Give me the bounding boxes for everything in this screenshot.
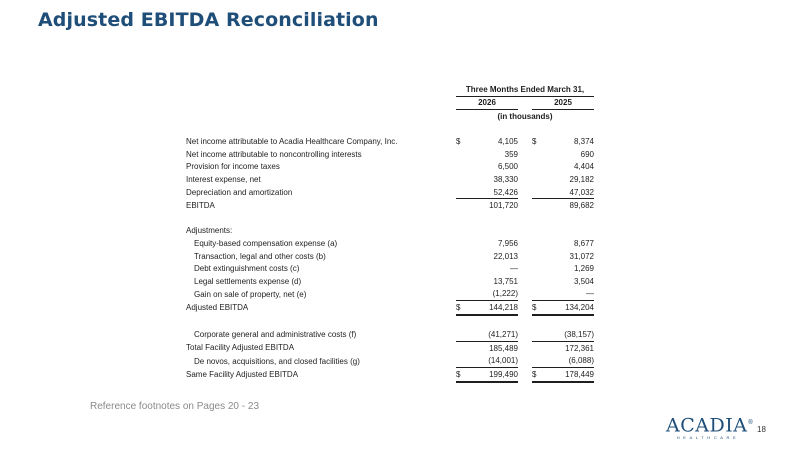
value-2025: 31,072 [569,251,594,261]
row-label: Provision for income taxes [186,162,280,172]
table-row [186,225,594,238]
period-header-row [186,83,594,96]
value-2026: 185,489 [489,343,518,353]
row-label: Same Facility Adjusted EBITDA [186,370,299,380]
value-2026: (41,271) [470,328,518,341]
table-row [186,341,594,354]
table-row [186,148,594,161]
row-label: Transaction, legal and other costs (b) [194,251,326,261]
value-2026: (1,222) [470,288,518,301]
table-row [186,301,594,315]
value-2026: 199,490 [470,368,518,382]
currency-symbol: $ [456,301,470,315]
row-label: De novos, acquisitions, and closed facilities (g) [194,356,360,366]
row-label: EBITDA [186,200,215,210]
value-2026: 22,013 [493,251,518,261]
currency-symbol: $ [532,137,537,147]
row-label: Depreciation and amortization [186,187,293,197]
currency-symbol: $ [456,137,461,147]
value-2025: 29,182 [569,174,594,184]
value-2026: 52,426 [470,186,518,199]
table-row [186,354,594,367]
value-2025: 8,677 [573,238,594,248]
footnote-reference: Reference footnotes on Pages 20 - 23 [90,401,260,412]
value-2026: 13,751 [493,276,518,286]
page-number: 18 [757,425,766,434]
value-2025: 172,361 [565,343,594,353]
value-2025: 89,682 [569,201,594,211]
value-2025: 47,032 [546,186,594,199]
logo-subtitle: HEALTHCARE [676,435,740,441]
table-row [186,161,594,174]
value-2025: 8,374 [573,137,594,147]
row-label: Equity-based compensation expense (a) [194,238,338,248]
table-row [186,328,594,341]
row-label: Net income attributable to noncontrolling interests [186,149,362,159]
currency-symbol: $ [456,368,470,382]
table-row [186,135,594,148]
currency-symbol: $ [532,368,546,382]
registered-mark: ® [747,419,754,426]
row-label: Adjusted EBITDA [186,303,249,313]
value-2026: 144,218 [470,301,518,315]
value-2026: 359 [504,149,518,159]
value-2026: — [510,264,518,274]
page-title: Adjusted EBITDA Reconciliation [38,9,379,31]
value-2025: (6,088) [546,354,594,367]
table-row [186,199,594,212]
table-row [186,368,594,382]
row-label: Interest expense, net [186,174,261,184]
row-label: Corporate general and administrative costs (f) [194,330,357,340]
value-2026: 6,500 [497,162,518,172]
table-row [186,173,594,186]
value-2025: 690 [580,149,594,159]
row-label: Debt extinguishment costs (c) [194,264,300,274]
value-2025: 134,204 [546,301,594,315]
row-label: Adjustments: [186,226,233,236]
table-row [186,186,594,199]
value-2026: 4,105 [497,137,518,147]
col-header-2025: 2025 [532,96,594,110]
value-2026: 101,720 [489,201,518,211]
value-2025: — [546,288,594,301]
period-header: Three Months Ended March 31, [456,83,594,96]
table-row [186,250,594,263]
row-label: Net income attributable to Acadia Healthcare Company, Inc. [186,137,398,147]
table-row [186,275,594,288]
value-2025: 1,269 [573,264,594,274]
table-row [186,237,594,250]
units-row [186,110,594,123]
value-2025: 178,449 [546,368,594,382]
year-header-row [186,96,594,110]
value-2025: 3,504 [573,276,594,286]
units-label: (in thousands) [497,111,553,121]
row-label: Gain on sale of property, net (e) [194,289,307,299]
value-2025: (38,157) [546,328,594,341]
value-2026: 7,956 [497,238,518,248]
value-2026: (14,001) [470,354,518,367]
ebitda-reconciliation-table [186,83,594,383]
col-header-2026: 2026 [456,96,518,110]
row-label: Total Facility Adjusted EBITDA [186,343,295,353]
acadia-logo [666,413,754,441]
table-row [186,288,594,301]
value-2025: 4,404 [573,162,594,172]
table-row [186,262,594,275]
currency-symbol: $ [532,301,546,315]
value-2026: 38,330 [493,174,518,184]
logo-wordmark: ACADIA [666,414,748,437]
row-label: Legal settlements expense (d) [194,276,302,286]
